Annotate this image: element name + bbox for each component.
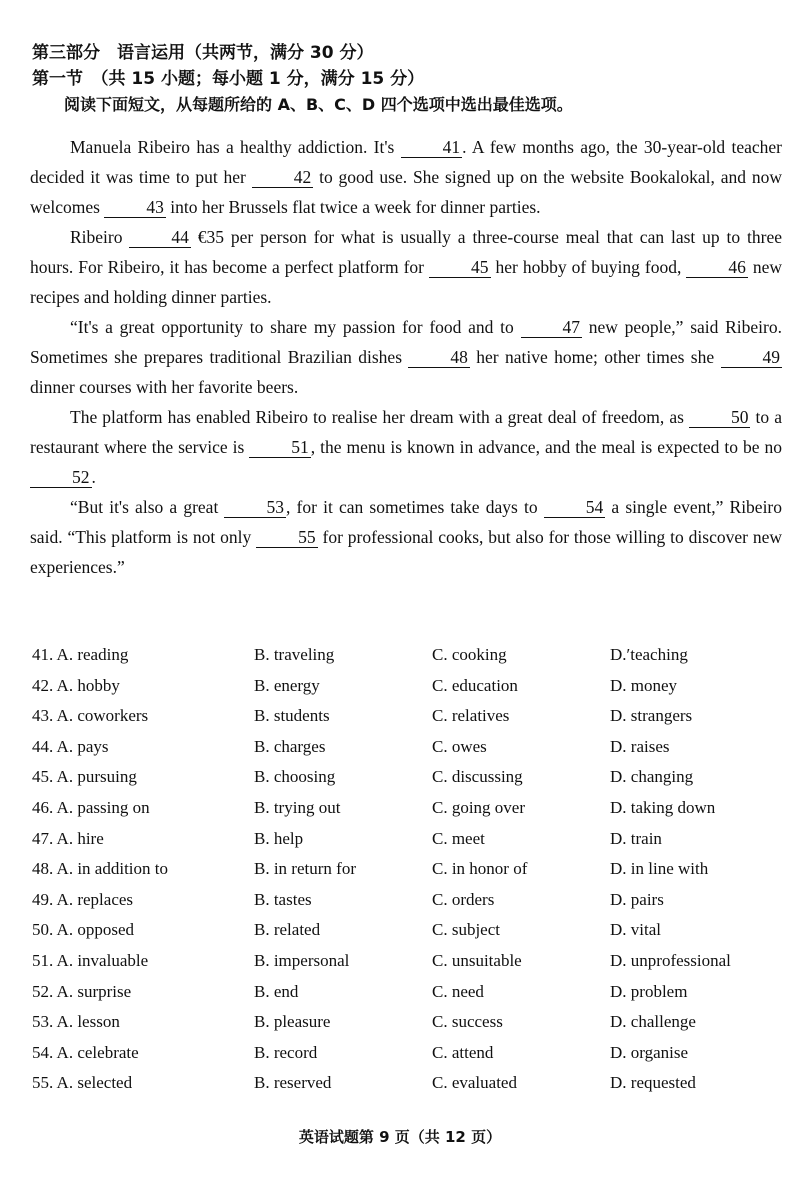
option-c: C. going over bbox=[432, 797, 526, 817]
option-c: C. discussing bbox=[432, 767, 523, 787]
cloze-passage bbox=[30, 132, 782, 582]
option-b: B. related bbox=[254, 920, 321, 940]
option-c: C. in honor of bbox=[432, 859, 528, 879]
option-a: 41. A. reading bbox=[32, 645, 129, 664]
blank-41: 41 bbox=[401, 137, 463, 158]
blank-49: 49 bbox=[721, 347, 783, 368]
option-c: C. unsuitable bbox=[432, 950, 522, 970]
question-50-options bbox=[32, 920, 782, 951]
question-47-options bbox=[32, 829, 782, 860]
blank-44: 44 bbox=[129, 227, 191, 248]
option-d: D. requested bbox=[610, 1073, 696, 1093]
paragraph-2 bbox=[30, 222, 782, 312]
option-a: 48. A. in addition to bbox=[32, 859, 168, 879]
option-c: C. meet bbox=[432, 828, 485, 848]
question-52-options bbox=[32, 982, 782, 1013]
option-d: D. in line with bbox=[610, 859, 709, 879]
option-d: D. problem bbox=[610, 981, 688, 1001]
option-b: B. choosing bbox=[254, 767, 336, 787]
blank-51: 51 bbox=[249, 437, 311, 458]
option-a: 42. A. hobby bbox=[32, 675, 120, 695]
option-a: 47. A. hire bbox=[32, 828, 104, 848]
passage-text: €35 per person for what is usually a three-course meal that can last up to three hours. For Ribeiro, it has become a perfect platform for bbox=[30, 227, 782, 277]
option-b: B. pleasure bbox=[254, 1012, 331, 1032]
blank-46: 46 bbox=[686, 257, 748, 278]
option-c: C. cooking bbox=[432, 645, 507, 664]
option-b: B. energy bbox=[254, 675, 320, 695]
blank-42: 42 bbox=[252, 167, 314, 188]
blank-50: 50 bbox=[689, 407, 751, 428]
option-d: D. vital bbox=[610, 920, 661, 940]
option-b: B. impersonal bbox=[254, 950, 350, 970]
option-a: 55. A. selected bbox=[32, 1073, 133, 1093]
question-41-options bbox=[32, 645, 782, 676]
passage-text: to good use. She signed up on the website Bookalokal, and now welcomes bbox=[30, 167, 782, 217]
paragraph-5 bbox=[30, 492, 782, 582]
passage-text: , the menu is known in advance, and the meal is expected to be no bbox=[310, 437, 782, 457]
option-c: C. attend bbox=[432, 1042, 494, 1062]
option-b: B. help bbox=[254, 828, 304, 848]
question-55-options bbox=[32, 1073, 782, 1104]
option-a: 52. A. surprise bbox=[32, 981, 132, 1001]
option-a: 46. A. passing on bbox=[32, 797, 150, 817]
question-42-options bbox=[32, 676, 782, 707]
question-51-options bbox=[32, 951, 782, 982]
option-b: B. end bbox=[254, 981, 299, 1001]
answer-options bbox=[32, 645, 782, 1104]
option-c: C. relatives bbox=[432, 706, 510, 726]
passage-text: The platform has enabled Ribeiro to realise her dream with a great deal of freedom, as bbox=[70, 407, 689, 427]
option-a: 49. A. replaces bbox=[32, 889, 134, 909]
option-a: 51. A. invaluable bbox=[32, 950, 149, 970]
blank-45: 45 bbox=[429, 257, 491, 278]
blank-52: 52 bbox=[30, 467, 92, 488]
passage-text: to a restaurant where the service is bbox=[30, 407, 782, 457]
option-d: D. taking down bbox=[610, 797, 716, 817]
passage-text: new people,” said Ribeiro. Sometimes she prepares traditional Brazilian dishes bbox=[30, 317, 782, 367]
option-a: 44. A. pays bbox=[32, 736, 109, 756]
option-b: B. reserved bbox=[254, 1073, 332, 1093]
passage-text: Ribeiro bbox=[70, 227, 130, 247]
option-c: C. success bbox=[432, 1012, 503, 1032]
option-b: B. charges bbox=[254, 736, 326, 756]
passage-text: “It's a great opportunity to share my passion for food and to bbox=[70, 317, 521, 337]
option-c: C. owes bbox=[432, 736, 487, 756]
passage-text: Manuela Ribeiro has a healthy addiction. It's bbox=[70, 137, 401, 157]
question-45-options bbox=[32, 767, 782, 798]
option-d: D. strangers bbox=[610, 706, 693, 726]
section-heading: 第一节 （共 15 小题；每小题 1 分，满分 15 分） bbox=[32, 69, 425, 89]
question-48-options bbox=[32, 859, 782, 890]
option-b: B. record bbox=[254, 1042, 318, 1062]
page-footer: 英语试题第 9 页（共 12 页） bbox=[298, 1128, 502, 1146]
option-d: D. unprofessional bbox=[610, 950, 731, 970]
option-d: D.′teaching bbox=[610, 645, 688, 664]
option-c: C. need bbox=[432, 981, 484, 1001]
option-c: C. subject bbox=[432, 920, 500, 940]
paragraph-4 bbox=[30, 402, 782, 492]
part-heading: 第三部分 语言运用（共两节，满分 30 分） bbox=[32, 43, 374, 63]
passage-text: new recipes and holding dinner parties. bbox=[30, 257, 783, 307]
question-44-options bbox=[32, 737, 782, 768]
question-54-options bbox=[32, 1043, 782, 1074]
option-d: D. challenge bbox=[610, 1012, 696, 1032]
passage-text: . A few months ago, the 30-year-old teacher decided it was time to put her bbox=[30, 137, 782, 187]
question-46-options bbox=[32, 798, 782, 829]
option-d: D. train bbox=[610, 828, 662, 848]
option-c: C. evaluated bbox=[432, 1073, 517, 1093]
passage-text: . bbox=[91, 467, 96, 487]
blank-54: 54 bbox=[544, 497, 606, 518]
option-b: B. tastes bbox=[254, 889, 312, 909]
option-c: C. education bbox=[432, 675, 518, 695]
option-d: D. organise bbox=[610, 1042, 689, 1062]
blank-55: 55 bbox=[256, 527, 318, 548]
option-a: 54. A. celebrate bbox=[32, 1042, 139, 1062]
paragraph-3 bbox=[30, 312, 782, 402]
passage-text: a single event,” Ribeiro said. “This platform is not only bbox=[30, 497, 783, 547]
passage-text: dinner courses with her favorite beers. bbox=[30, 377, 299, 397]
option-b: B. trying out bbox=[254, 797, 341, 817]
passage-text: for professional cooks, but also for those willing to discover new experiences.” bbox=[30, 527, 782, 577]
blank-48: 48 bbox=[408, 347, 470, 368]
question-53-options bbox=[32, 1012, 782, 1043]
option-a: 53. A. lesson bbox=[32, 1012, 120, 1032]
instructions: 阅读下面短文，从每题所给的 A、B、C、D 四个选项中选出最佳选项。 bbox=[64, 95, 573, 114]
option-d: D. pairs bbox=[610, 889, 664, 909]
option-b: B. in return for bbox=[254, 859, 356, 879]
passage-text: , for it can sometimes take days to bbox=[285, 497, 544, 517]
blank-53: 53 bbox=[224, 497, 286, 518]
option-b: B. traveling bbox=[254, 645, 335, 664]
question-49-options bbox=[32, 890, 782, 921]
question-43-options bbox=[32, 706, 782, 737]
option-a: 50. A. opposed bbox=[32, 920, 134, 940]
passage-text: “But it's also a great bbox=[70, 497, 225, 517]
option-a: 43. A. coworkers bbox=[32, 706, 149, 726]
passage-text: into her Brussels flat twice a week for dinner parties. bbox=[165, 197, 541, 217]
option-d: D. money bbox=[610, 675, 678, 695]
blank-47: 47 bbox=[521, 317, 583, 338]
blank-43: 43 bbox=[104, 197, 166, 218]
option-a: 45. A. pursuing bbox=[32, 767, 137, 787]
passage-text: her hobby of buying food, bbox=[490, 257, 687, 277]
passage-text: her native home; other times she bbox=[469, 347, 721, 367]
paragraph-1 bbox=[30, 132, 782, 222]
option-d: D. changing bbox=[610, 767, 694, 787]
option-c: C. orders bbox=[432, 889, 495, 909]
option-d: D. raises bbox=[610, 736, 670, 756]
option-b: B. students bbox=[254, 706, 330, 726]
